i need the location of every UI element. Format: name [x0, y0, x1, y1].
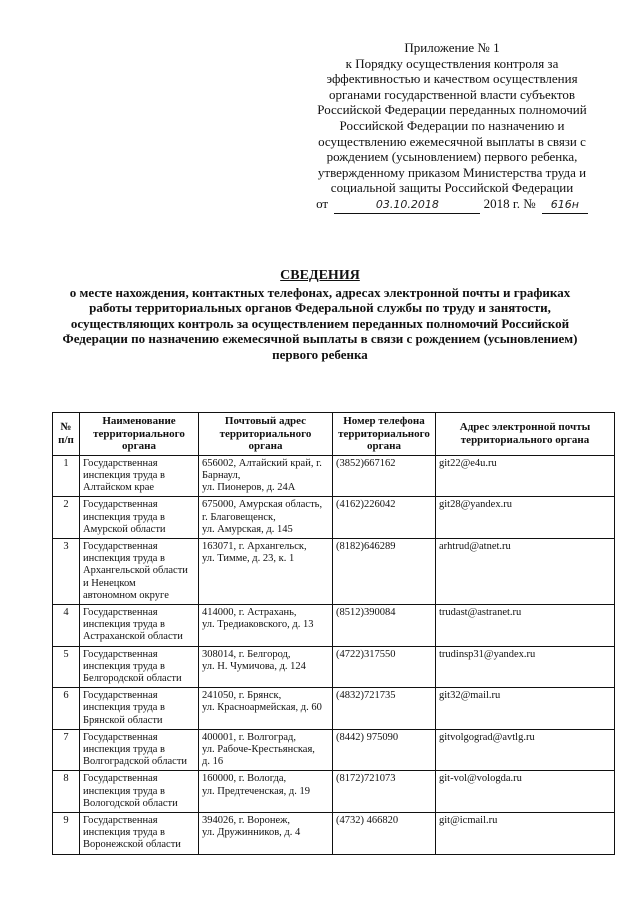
appendix-line: эффективностью и качеством осуществления: [326, 71, 578, 87]
row-name-line: автономном округе: [83, 589, 169, 601]
row-address-line: 163071, г. Архангельск,: [202, 541, 307, 552]
row-name-line: инспекция труда в: [83, 553, 165, 565]
row-name-line: Астраханской области: [83, 631, 183, 643]
row-number: 6: [53, 688, 80, 730]
table-row: [53, 455, 615, 497]
row-number: 2: [53, 497, 80, 539]
table-header-row: [53, 413, 615, 456]
row-address-line: 308014, г. Белгород,: [202, 648, 291, 660]
row-phone: (8182)646289: [333, 539, 436, 605]
row-name-line: Белгородской области: [83, 673, 182, 685]
row-name: [80, 646, 199, 688]
header-text: территориального органа: [460, 433, 590, 446]
row-phone: (3852)667162: [333, 455, 436, 497]
header-address: [199, 413, 333, 456]
row-address-line: ул. Тимме, д. 23, к. 1: [202, 553, 295, 565]
header-phone: [333, 413, 436, 456]
header-text: Почтовый адрес: [224, 415, 307, 427]
header-name: [80, 413, 199, 456]
row-number: 3: [53, 539, 80, 605]
row-number: 1: [53, 455, 80, 497]
row-name: [80, 729, 199, 771]
row-name-line: Государственная: [83, 607, 158, 619]
document-heading: [60, 268, 580, 363]
appendix-line: Российской Федерации переданных полномочий: [317, 102, 587, 118]
header-email: [436, 413, 615, 456]
row-email: git@icmail.ru: [436, 813, 615, 855]
header-text: п/п: [58, 433, 74, 446]
row-name-line: Амурской области: [83, 523, 166, 535]
row-address: [199, 497, 333, 539]
table-body: [53, 455, 615, 854]
row-phone: (4832)721735: [333, 688, 436, 730]
row-address-line: Барнаул,: [202, 469, 241, 481]
row-address-line: 675000, Амурская область,: [202, 499, 323, 511]
header-text: Наименование: [102, 415, 176, 427]
row-address-line: ул. Амурская, д. 145: [202, 523, 293, 535]
heading-line: первого ребенка: [272, 346, 368, 362]
row-name-line: инспекция труда в: [83, 785, 165, 797]
row-phone: (8512)390084: [333, 605, 436, 647]
appendix-line: утвержденному приказом Министерства труда и: [317, 164, 587, 180]
row-name: [80, 497, 199, 539]
row-name: [80, 688, 199, 730]
header-text: №: [60, 421, 72, 434]
row-name: [80, 455, 199, 497]
row-address-line: ул. Рабоче-Крестьянская,: [202, 744, 315, 756]
appendix-line: социальной защиты Российской Федерации: [330, 180, 574, 196]
row-number: 4: [53, 605, 80, 647]
row-address: [199, 688, 333, 730]
row-name-line: Алтайском крае: [83, 482, 155, 494]
row-name-line: инспекция труда в: [83, 619, 165, 631]
row-address-line: ул. Дружинников, д. 4: [202, 827, 301, 839]
row-name-line: Государственная: [83, 731, 158, 743]
table-row: [53, 813, 615, 855]
inspection-table: [52, 412, 615, 855]
row-name: [80, 771, 199, 813]
order-from-label: от: [316, 195, 329, 211]
header-text: органа: [248, 440, 283, 453]
row-name-line: Брянской области: [83, 714, 163, 726]
row-number: 8: [53, 771, 80, 813]
row-name-line: инспекция труда в: [83, 511, 165, 523]
order-year: 2018 г.: [483, 195, 520, 211]
row-name-line: инспекция труда в: [83, 702, 165, 714]
row-address: [199, 605, 333, 647]
row-address-line: ул. Тредиаковского, д. 13: [202, 619, 314, 631]
row-number: 9: [53, 813, 80, 855]
appendix-line: Приложение № 1: [404, 40, 500, 55]
header-text: Номер телефона: [343, 415, 425, 427]
row-phone: (4722)317550: [333, 646, 436, 688]
row-address: [199, 729, 333, 771]
row-email: trudinsp31@yandex.ru: [436, 646, 615, 688]
header-text: органа: [122, 440, 156, 453]
row-email: git32@mail.ru: [436, 688, 615, 730]
header-text: территориального: [338, 427, 430, 440]
row-name-line: Государственная: [83, 815, 158, 827]
heading-line: работы территориальных органов Федеральной службы по труду и занятости,: [89, 300, 551, 316]
appendix-line: к Порядку осуществления контроля за: [345, 55, 559, 71]
row-address-line: ул. Пионеров, д. 24А: [202, 482, 296, 494]
appendix-line: осуществлению ежемесячной выплаты в связи с: [318, 133, 586, 149]
handwritten-number: 616н: [542, 197, 588, 214]
row-name: [80, 539, 199, 605]
row-phone: (8172)721073: [333, 771, 436, 813]
row-email: trudast@astranet.ru: [436, 605, 615, 647]
header-text: Адрес электронной почты: [459, 421, 591, 434]
row-email: arhtrud@atnet.ru: [436, 539, 615, 605]
header-text: территориального: [93, 427, 185, 440]
row-address-line: г. Благовещенск,: [202, 511, 276, 523]
row-name-line: Архангельской области: [83, 565, 188, 577]
handwritten-date: 03.10.2018: [334, 197, 480, 214]
row-name-line: Государственная: [83, 773, 158, 785]
row-address-line: 394026, г. Воронеж,: [202, 815, 291, 827]
table-row: [53, 688, 615, 730]
table-row: [53, 605, 615, 647]
row-name-line: инспекция труда в: [83, 469, 165, 481]
row-number: 7: [53, 729, 80, 771]
row-address: [199, 539, 333, 605]
row-email: gitvolgograd@avtlg.ru: [436, 729, 615, 771]
document-title: СВЕДЕНИЯ: [280, 268, 360, 283]
table-row: [53, 497, 615, 539]
row-name: [80, 813, 199, 855]
order-date-line: [302, 196, 602, 214]
row-number: 5: [53, 646, 80, 688]
heading-line: Федерации по назначению ежемесячной выплаты в связи с рождением (усыновлением): [62, 331, 578, 347]
row-name-line: Государственная: [83, 457, 158, 469]
row-name-line: Вологодской области: [83, 797, 178, 809]
row-address-line: ул. Предтеченская, д. 19: [202, 785, 310, 797]
row-name-line: инспекция труда в: [83, 744, 165, 756]
row-address-line: 241050, г. Брянск,: [202, 690, 282, 702]
row-name-line: Государственная: [83, 541, 158, 552]
row-address: [199, 771, 333, 813]
row-name-line: Государственная: [83, 648, 158, 660]
row-email: git-vol@vologda.ru: [436, 771, 615, 813]
row-address: [199, 455, 333, 497]
heading-line: осуществляющих контроль за осуществлением переданных полномочий Российской: [70, 315, 570, 331]
row-phone: (4162)226042: [333, 497, 436, 539]
row-name: [80, 605, 199, 647]
heading-line: о месте нахождения, контактных телефонах, адресах электронной почты и графиках: [69, 284, 571, 300]
header-text: органа: [367, 440, 401, 453]
appendix-line: Российской Федерации по назначению и: [339, 117, 565, 133]
row-address-line: ул. Красноармейская, д. 60: [202, 702, 322, 714]
row-address-line: 656002, Алтайский край, г.: [202, 457, 322, 469]
row-name-line: Государственная: [83, 499, 158, 511]
row-address-line: 414000, г. Астрахань,: [202, 607, 297, 619]
table-row: [53, 729, 615, 771]
row-name-line: Государственная: [83, 690, 158, 702]
row-name-line: инспекция труда в: [83, 827, 165, 839]
row-address-line: ул. Н. Чумичова, д. 124: [202, 660, 306, 672]
header-text: территориального: [219, 427, 312, 440]
order-number-sign: №: [523, 195, 536, 211]
row-phone: (8442) 975090: [333, 729, 436, 771]
row-name-line: Волгоградской области: [83, 756, 188, 768]
appendix-block: [302, 40, 602, 214]
row-address: [199, 813, 333, 855]
table-row: [53, 771, 615, 813]
row-address-line: 400001, г. Волгоград,: [202, 731, 296, 743]
row-name-line: инспекция труда в: [83, 660, 165, 672]
table-row: [53, 646, 615, 688]
row-email: git22@e4u.ru: [436, 455, 615, 497]
appendix-line: органами государственной власти субъектов: [328, 86, 576, 102]
row-address-line: д. 16: [202, 756, 224, 768]
row-phone: (4732) 466820: [333, 813, 436, 855]
appendix-line: рождением (усыновлением) первого ребенка,: [326, 149, 578, 165]
header-number: [53, 413, 80, 456]
row-email: git28@yandex.ru: [436, 497, 615, 539]
row-address-line: 160000, г. Вологда,: [202, 773, 287, 785]
table-row: [53, 539, 615, 605]
row-address: [199, 646, 333, 688]
row-name-line: Воронежской области: [83, 839, 181, 851]
row-name-line: и Ненецком: [83, 577, 136, 589]
